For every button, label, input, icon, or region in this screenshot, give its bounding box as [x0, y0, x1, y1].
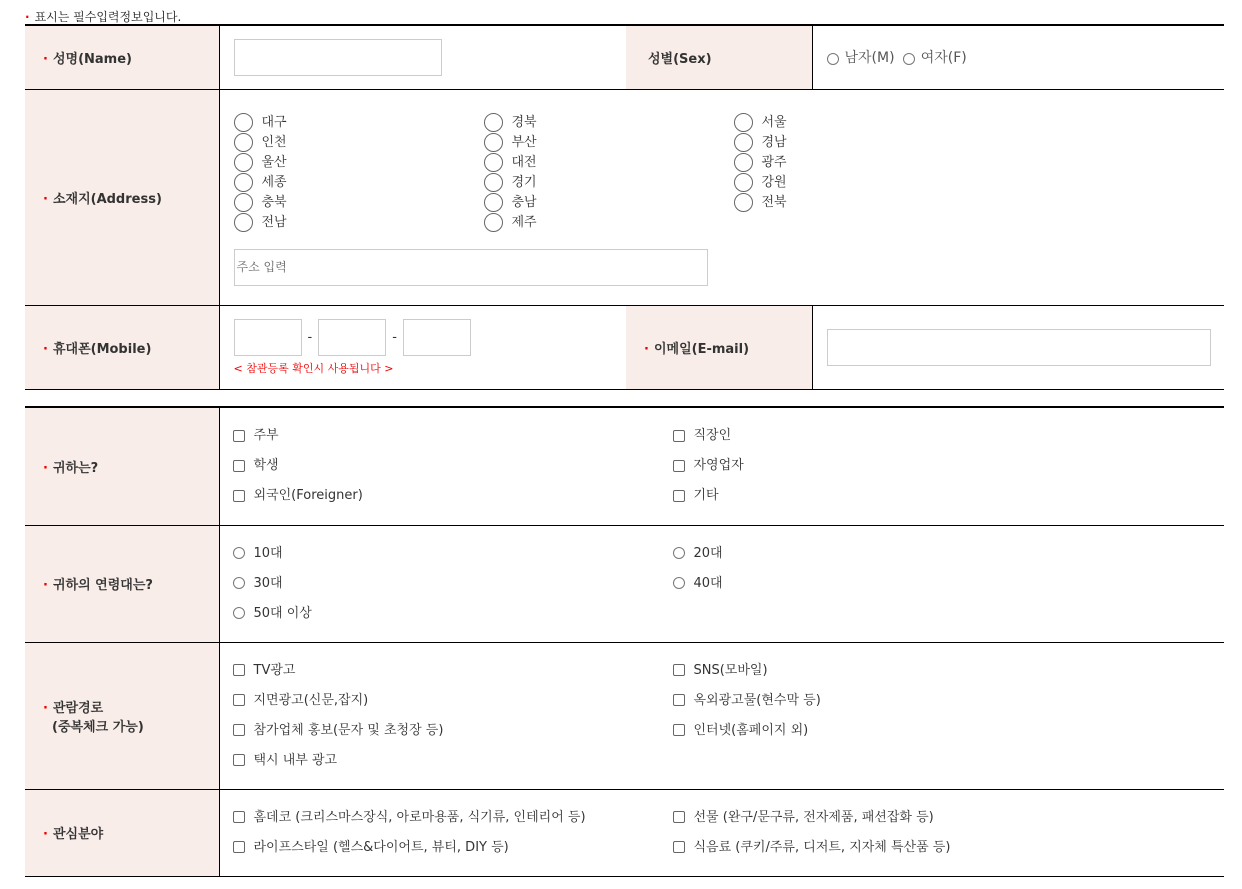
region-list [234, 113, 1225, 232]
region-option[interactable]: 충남 [484, 193, 734, 212]
interest-option[interactable]: 홈데코 (크리스마스장식, 아로마용품, 식기류, 인테리어 등) [233, 803, 673, 833]
radio-icon[interactable] [734, 133, 753, 152]
radio-icon[interactable] [484, 113, 503, 132]
region-option[interactable]: 경북 [484, 113, 734, 132]
radio-icon[interactable] [734, 113, 753, 132]
radio-icon[interactable] [233, 607, 245, 619]
route-option[interactable]: 인터넷(홈페이지 외) [673, 716, 1113, 746]
region-option[interactable]: 제주 [484, 213, 734, 232]
radio-icon[interactable] [673, 577, 685, 589]
sex-male[interactable]: 남자(M) [827, 51, 895, 66]
route-option[interactable]: 택시 내부 광고 [233, 746, 673, 776]
name-label: · 성명(Name) [25, 25, 219, 89]
checkbox-icon[interactable] [233, 841, 245, 853]
mobile-hint: < 참관등록 확인시 사용됩니다 > [233, 361, 394, 375]
address-input[interactable]: 주소 입력 [234, 249, 708, 286]
region-option[interactable]: 전북 [734, 193, 984, 212]
checkbox-icon[interactable] [673, 811, 685, 823]
age-option[interactable]: 10대 [233, 539, 673, 569]
mobile-label: · 휴대폰(Mobile) [25, 305, 219, 389]
interest-label: · 관심분야 [25, 789, 219, 876]
email-input[interactable] [827, 329, 1211, 366]
interest-option[interactable]: 선물 (완구/문구류, 전자제품, 패션잡화 등) [673, 803, 1113, 833]
radio-icon[interactable] [484, 133, 503, 152]
interest-option[interactable]: 라이프스타일 (헬스&다이어트, 뷰티, DIY 등) [233, 833, 673, 863]
checkbox-icon[interactable] [233, 430, 245, 442]
basic-info-table: · 성명(Name) 성별(Sex) 남자(M) 여자(F) · 소재지(Address) 대구 경북 서울 인천 부산 경남 울산 대전 광주 세종 경기 강원 충북 충남 전북 전남 제주 주소 입력 · 휴대폰(Mobile) - - < 참관등록 확인시 사용됩니다 > · 이메일(E-mail) [25, 24, 1224, 390]
checkbox-icon[interactable] [233, 490, 245, 502]
sex-options [812, 25, 1224, 89]
checkbox-icon[interactable] [673, 664, 685, 676]
region-option[interactable]: 대전 [484, 153, 734, 172]
radio-icon[interactable] [234, 113, 253, 132]
region-option[interactable]: 울산 [234, 153, 484, 172]
region-option[interactable]: 인천 [234, 133, 484, 152]
occupation-option[interactable]: 학생 [233, 451, 673, 481]
region-option[interactable]: 부산 [484, 133, 734, 152]
occupation-option[interactable]: 자영업자 [673, 451, 1113, 481]
route-option[interactable]: TV광고 [233, 656, 673, 686]
region-option[interactable]: 충북 [234, 193, 484, 212]
route-option[interactable]: 지면광고(신문,잡지) [233, 686, 673, 716]
region-option[interactable]: 전남 [234, 213, 484, 232]
sex-label: 성별(Sex) [626, 25, 812, 89]
occupation-label: · 귀하는? [25, 407, 219, 525]
address-label: · 소재지(Address) [25, 89, 219, 305]
radio-icon[interactable] [734, 193, 753, 212]
region-option[interactable]: 세종 [234, 173, 484, 192]
checkbox-icon[interactable] [233, 724, 245, 736]
route-label: · 관람경로 (중복체크 가능) [25, 642, 219, 789]
sex-female[interactable]: 여자(F) [903, 51, 967, 66]
occupation-option[interactable]: 기타 [673, 481, 1113, 511]
mobile-input-1[interactable] [234, 319, 302, 356]
checkbox-icon[interactable] [673, 694, 685, 706]
radio-icon[interactable] [234, 213, 253, 232]
mobile-input-2[interactable] [318, 319, 386, 356]
name-input[interactable] [234, 39, 442, 76]
radio-icon[interactable] [484, 153, 503, 172]
required-note: · 표시는 필수입력정보입니다. [25, 10, 182, 24]
checkbox-icon[interactable] [673, 460, 685, 472]
region-option[interactable]: 대구 [234, 113, 484, 132]
checkbox-icon[interactable] [233, 754, 245, 766]
email-label: · 이메일(E-mail) [626, 305, 812, 389]
region-option[interactable]: 광주 [734, 153, 984, 172]
checkbox-icon[interactable] [673, 841, 685, 853]
age-option[interactable]: 30대 [233, 569, 673, 599]
radio-icon[interactable] [484, 193, 503, 212]
radio-icon[interactable] [233, 547, 245, 559]
radio-icon[interactable] [233, 577, 245, 589]
radio-icon[interactable] [734, 173, 753, 192]
checkbox-icon[interactable] [673, 724, 685, 736]
route-option[interactable]: SNS(모바일) [673, 656, 1113, 686]
checkbox-icon[interactable] [233, 811, 245, 823]
age-option[interactable]: 40대 [673, 569, 1113, 599]
occupation-option[interactable]: 주부 [233, 421, 673, 451]
route-option[interactable]: 참가업체 홍보(문자 및 초청장 등) [233, 716, 673, 746]
radio-icon[interactable] [827, 53, 839, 65]
radio-icon[interactable] [234, 133, 253, 152]
mobile-input-3[interactable] [403, 319, 471, 356]
route-option[interactable]: 옥외광고물(현수막 등) [673, 686, 1113, 716]
region-option[interactable]: 강원 [734, 173, 984, 192]
age-option[interactable]: 20대 [673, 539, 1113, 569]
region-option[interactable]: 서울 [734, 113, 984, 132]
radio-icon[interactable] [234, 173, 253, 192]
radio-icon[interactable] [234, 193, 253, 212]
age-label: · 귀하의 연령대는? [25, 525, 219, 642]
radio-icon[interactable] [484, 173, 503, 192]
interest-option[interactable]: 식음료 (쿠키/주류, 디저트, 지자체 특산품 등) [673, 833, 1113, 863]
region-option[interactable]: 경남 [734, 133, 984, 152]
survey-table [25, 406, 1224, 877]
occupation-option[interactable]: 외국인(Foreigner) [233, 481, 673, 511]
occupation-option[interactable]: 직장인 [673, 421, 1113, 451]
radio-icon[interactable] [234, 153, 253, 172]
region-option[interactable]: 경기 [484, 173, 734, 192]
checkbox-icon[interactable] [233, 694, 245, 706]
checkbox-icon[interactable] [673, 490, 685, 502]
radio-icon[interactable] [673, 547, 685, 559]
checkbox-icon[interactable] [233, 460, 245, 472]
age-option[interactable]: 50대 이상 [233, 599, 673, 629]
radio-icon[interactable] [484, 213, 503, 232]
radio-icon[interactable] [903, 53, 915, 65]
radio-icon[interactable] [734, 153, 753, 172]
checkbox-icon[interactable] [673, 430, 685, 442]
checkbox-icon[interactable] [233, 664, 245, 676]
